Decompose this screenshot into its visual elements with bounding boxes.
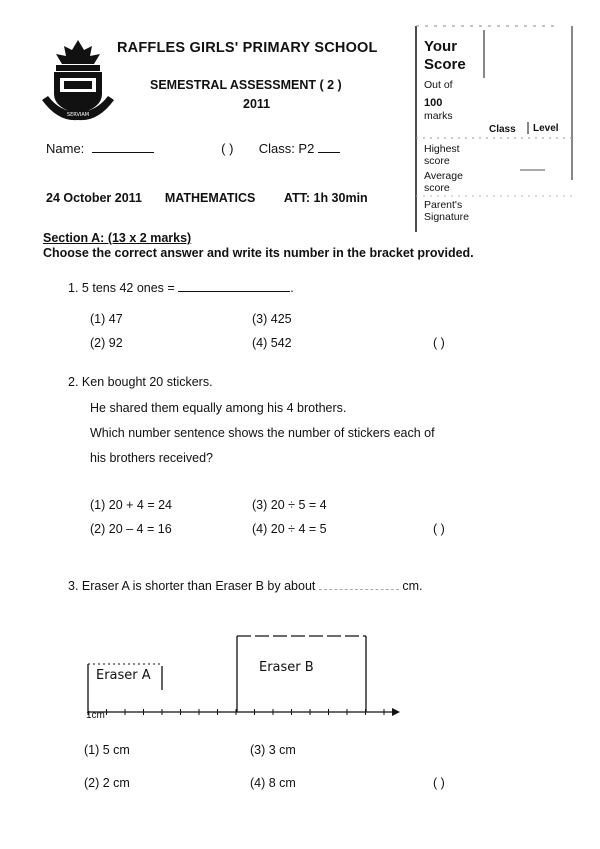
assessment-year: 2011 [243, 97, 271, 111]
option: (3) 425 [252, 312, 292, 326]
option: (4) 20 ÷ 4 = 5 [252, 522, 327, 536]
answer-bracket[interactable]: ( ) [433, 776, 445, 790]
question-text: Eraser A is shorter than Eraser B by about [81, 579, 316, 593]
question-1: 1. 5 tens 42 ones = . [68, 281, 294, 295]
ruler-line [88, 708, 400, 716]
name-label: Name: [46, 141, 85, 156]
option: (2) 92 [90, 336, 123, 350]
marks-label: marks [424, 110, 453, 122]
question-text: 5 tens 42 ones = [81, 281, 179, 295]
option: (2) 20 – 4 = 16 [90, 522, 172, 536]
name-field[interactable] [92, 142, 154, 153]
svg-text:SERVIAM: SERVIAM [66, 112, 90, 118]
name-row [46, 141, 416, 156]
unit-1cm-label: 1cm [86, 710, 105, 721]
school-name: RAFFLES GIRLS' PRIMARY SCHOOL [117, 40, 378, 56]
option: (1) 20 + 4 = 24 [90, 498, 173, 512]
option: (1) 47 [90, 312, 123, 326]
question-text: Which number sentence shows the number of stickers each of [90, 426, 435, 440]
answer-bracket[interactable]: ( ) [433, 336, 445, 350]
question-number: 1. [68, 281, 79, 295]
question-text: his brothers received? [90, 451, 213, 465]
option: (4) 8 cm [250, 776, 296, 790]
parent-signature-label: Parent's Signature [424, 199, 469, 223]
class-label: Class: P2 [258, 141, 315, 156]
average-score-label: Average score [424, 170, 463, 194]
date-row [46, 191, 416, 205]
question-3 [68, 579, 423, 593]
question-2 [68, 375, 213, 389]
score-label: Your Score [424, 38, 466, 73]
highest-score-label: Highest score [424, 143, 460, 167]
answer-bracket[interactable]: ( ) [433, 522, 445, 536]
question-text: He shared them equally among his 4 brothers. [90, 401, 347, 415]
option: (1) 5 cm [84, 743, 130, 757]
question-text: Ken bought 20 stickers. [81, 375, 213, 389]
answer-blank[interactable] [178, 281, 290, 292]
class-column-header: Class [489, 124, 516, 135]
eraser-b-label: Eraser B [259, 660, 314, 675]
question-number: 3. [68, 579, 79, 593]
class-field[interactable] [318, 142, 340, 153]
eraser-a-label: Eraser A [96, 668, 151, 683]
question-number: 2. [68, 375, 79, 389]
answer-blank[interactable] [319, 579, 399, 590]
exam-subject: MATHEMATICS [164, 191, 256, 205]
out-of-label: Out of [424, 79, 453, 91]
exam-date: 24 October 2011 [46, 191, 142, 205]
exam-duration: ATT: 1h 30min [283, 191, 368, 205]
option: (2) 2 cm [84, 776, 130, 790]
option: (4) 542 [252, 336, 292, 350]
level-column-header: Level [533, 123, 559, 134]
option: (3) 3 cm [250, 743, 296, 757]
section-instruction: Choose the correct answer and write its number in the bracket provided. [43, 246, 474, 260]
unit-label: cm. [402, 579, 423, 593]
section-title: Section A: (13 x 2 marks) [43, 231, 192, 245]
register-number-bracket[interactable]: ( ) [221, 141, 234, 156]
option: (3) 20 ÷ 5 = 4 [252, 498, 327, 512]
assessment-title: SEMESTRAL ASSESSMENT ( 2 ) [150, 78, 342, 92]
marks-value: 100 [424, 97, 443, 109]
